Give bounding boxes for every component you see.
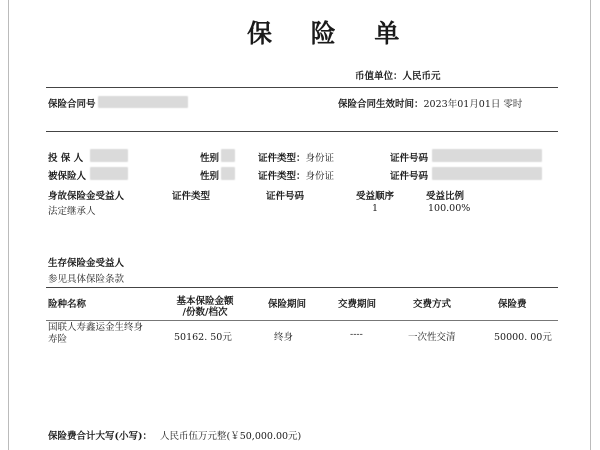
divider-coverage-header	[46, 320, 558, 321]
coverage-pay-method: 一次性交清	[408, 332, 456, 343]
divider-contract	[46, 131, 558, 132]
coverage-amount-header-line1: 基本保险金额	[176, 296, 234, 307]
premium-total-value: 人民币伍万元整(￥50,000.00元)	[160, 431, 302, 442]
redacted-contract-no	[98, 96, 188, 108]
currency-value: 人民币元	[402, 71, 441, 82]
document-title: 保 险 单	[247, 19, 415, 48]
insured-id-type	[258, 168, 334, 182]
effective-time	[338, 96, 522, 110]
divider-coverage-top	[46, 287, 558, 288]
contract-no-label: 保险合同号	[48, 99, 96, 110]
redacted-insured-gender	[221, 167, 235, 180]
coverage-pay-method-header: 交费方式	[413, 299, 452, 310]
coverage-premium: 50000. 00元	[494, 332, 552, 343]
coverage-product-name-line1: 国联人寿鑫运金生终身	[48, 322, 144, 333]
insured-id-type-value: 身份证	[305, 171, 335, 182]
applicant-id-type-label: 证件类型：	[258, 153, 306, 164]
redacted-insured-name	[90, 167, 128, 180]
redacted-applicant-id-no	[432, 149, 542, 162]
insured-id-no-label: 证件号码	[390, 171, 429, 182]
coverage-pay-period-header: 交费期间	[338, 299, 377, 310]
death-beneficiary-order: 1	[372, 203, 379, 214]
premium-total	[48, 428, 301, 442]
applicant-id-type	[258, 150, 334, 164]
applicant-label: 投 保 人	[48, 153, 84, 164]
redacted-insured-id-no	[432, 167, 542, 180]
death-beneficiary-header: 身故保险金受益人	[48, 191, 125, 202]
redacted-applicant-gender	[221, 149, 235, 162]
page-right-edge	[590, 0, 591, 450]
death-beneficiary-name: 法定继承人	[48, 206, 96, 217]
coverage-premium-header: 保险费	[498, 299, 527, 310]
coverage-period-header: 保险期间	[268, 299, 307, 310]
death-beneficiary-ratio: 100.00%	[428, 203, 471, 214]
death-ratio-header: 受益比例	[426, 191, 465, 202]
page-left-edge	[8, 0, 9, 450]
coverage-product-name-line2: 寿险	[48, 334, 68, 345]
survival-beneficiary-label: 生存保险金受益人	[48, 258, 125, 269]
insured-id-type-label: 证件类型：	[258, 171, 306, 182]
insured-gender-label: 性别	[200, 171, 220, 182]
coverage-period: 终身	[274, 332, 294, 343]
death-id-type-header: 证件类型	[172, 191, 211, 202]
coverage-amount-header-line2: /份数/档次	[182, 307, 228, 318]
death-id-no-header: 证件号码	[266, 191, 305, 202]
redacted-applicant-name	[90, 149, 128, 162]
currency-unit	[355, 68, 441, 82]
coverage-amount: 50162. 50元	[174, 332, 232, 343]
death-order-header: 受益顺序	[356, 191, 395, 202]
coverage-product-name	[48, 322, 143, 346]
survival-beneficiary-value: 参见具体保险条款	[48, 274, 125, 285]
effective-time-label: 保险合同生效时间：	[338, 99, 424, 110]
coverage-amount-header	[160, 296, 250, 318]
currency-label: 币值单位：	[355, 71, 403, 82]
coverage-name-header: 险种名称	[48, 299, 87, 310]
effective-time-value: 2023年01月01日 零时	[423, 99, 523, 110]
applicant-id-type-value: 身份证	[305, 153, 335, 164]
divider-top	[46, 87, 558, 88]
applicant-id-no-label: 证件号码	[390, 153, 429, 164]
coverage-pay-period: ----	[350, 329, 363, 340]
premium-total-label: 保险费合计大写(小写)：	[48, 431, 152, 442]
insured-label: 被保险人	[48, 171, 87, 182]
applicant-gender-label: 性别	[200, 153, 220, 164]
